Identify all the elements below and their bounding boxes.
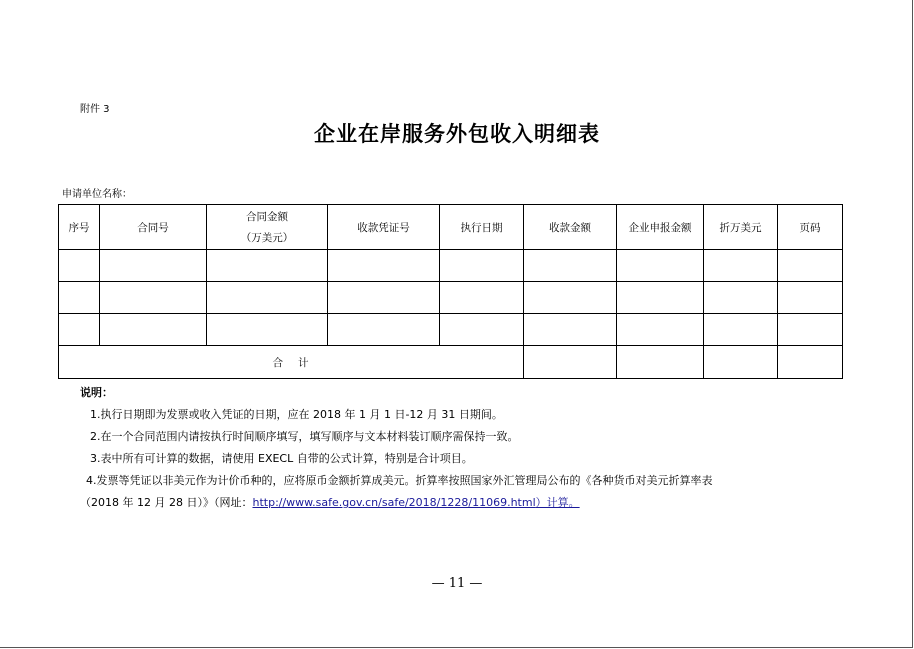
table-cell[interactable] [617, 314, 704, 346]
table-cell[interactable] [100, 282, 207, 314]
note-item: 1.执行日期即为发票或收入凭证的日期，应在 2018 年 1 月 1 日-12 月 31 日期间。 [90, 408, 503, 421]
header-contract-no: 合同号 [100, 205, 207, 250]
notes-title: 说明： [80, 386, 113, 399]
table-cell[interactable] [778, 282, 843, 314]
table-cell[interactable] [59, 250, 100, 282]
attachment-label: 附件 3 [80, 104, 110, 115]
applicant-label: 申请单位名称： [62, 189, 132, 200]
note-item: 3.表中所有可计算的数据，请使用 EXECL 自带的公式计算，特别是合计项目。 [90, 452, 473, 465]
table-row [59, 314, 843, 346]
total-label-ji: 计 [298, 356, 310, 369]
table-total-row [59, 346, 843, 379]
total-label-he: 合 [272, 356, 284, 369]
table-cell[interactable] [328, 250, 440, 282]
page-title: 企业在岸服务外包收入明细表 [314, 121, 600, 146]
header-contract-amount-unit: （万美元） [240, 232, 294, 244]
table-cell[interactable] [440, 282, 524, 314]
note-item: 2.在一个合同范围内请按执行时间顺序填写，填写顺序与文本材料装订顺序需保持一致。 [90, 430, 519, 443]
header-exec-date: 执行日期 [440, 205, 524, 250]
table-row [59, 282, 843, 314]
note-item-4: 4.发票等凭证以非美元作为计价币种的，应将原币金额折算成美元。折算率按照国家外汇管理局公布的《各种货币对美元折算率表 [86, 474, 713, 487]
note-item-4-suffix: ）计算。 [535, 496, 580, 509]
total-page-cell[interactable] [778, 346, 843, 379]
total-declared-amount-cell[interactable] [617, 346, 704, 379]
table-cell[interactable] [207, 250, 328, 282]
table-cell[interactable] [524, 282, 617, 314]
table-cell[interactable] [440, 250, 524, 282]
total-received-amount-cell[interactable] [524, 346, 617, 379]
table-cell[interactable] [524, 250, 617, 282]
header-seq: 序号 [59, 205, 100, 250]
rate-table-link[interactable]: http://www.safe.gov.cn/safe/2018/1228/11069.html [252, 496, 536, 509]
header-page: 页码 [778, 205, 843, 250]
header-contract-amount-label: 合同金额 [246, 211, 288, 223]
total-label [59, 346, 524, 379]
table-cell[interactable] [207, 282, 328, 314]
table-cell[interactable] [778, 314, 843, 346]
header-voucher-no: 收款凭证号 [328, 205, 440, 250]
page-number: — 11 — [431, 576, 483, 591]
income-detail-table [58, 204, 843, 379]
table-cell[interactable] [328, 314, 440, 346]
note-item-4-prefix: （2018 年 12 月 28 日）》（网址： [80, 496, 253, 509]
table-cell[interactable] [617, 250, 704, 282]
notes-section [80, 382, 713, 514]
table-cell[interactable] [524, 314, 617, 346]
header-contract-amount [207, 205, 328, 250]
table-cell[interactable] [440, 314, 524, 346]
table-header-row [59, 205, 843, 250]
total-usd-amount-cell[interactable] [704, 346, 778, 379]
table-cell[interactable] [100, 250, 207, 282]
table-cell[interactable] [778, 250, 843, 282]
header-received-amount: 收款金额 [524, 205, 617, 250]
table-cell[interactable] [704, 250, 778, 282]
header-usd-amount: 折万美元 [704, 205, 778, 250]
table-cell[interactable] [704, 282, 778, 314]
table-cell[interactable] [207, 314, 328, 346]
header-declared-amount: 企业申报金额 [617, 205, 704, 250]
table-cell[interactable] [59, 282, 100, 314]
note-item-4-continued [80, 492, 713, 514]
table-cell[interactable] [704, 314, 778, 346]
table-cell[interactable] [100, 314, 207, 346]
table-cell[interactable] [59, 314, 100, 346]
table-row [59, 250, 843, 282]
table-cell[interactable] [617, 282, 704, 314]
table-cell[interactable] [328, 282, 440, 314]
